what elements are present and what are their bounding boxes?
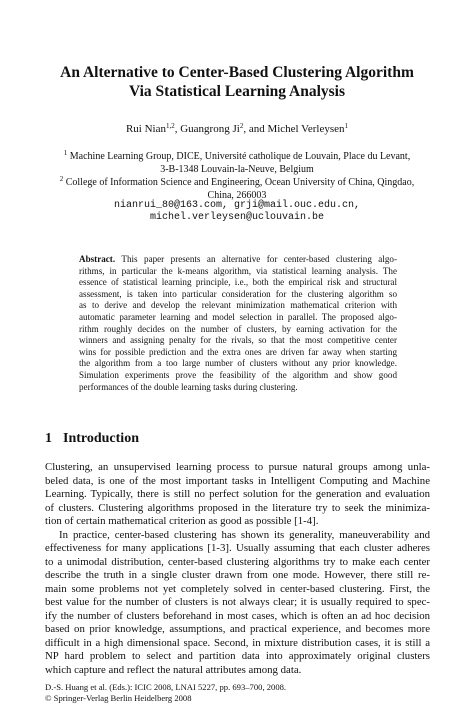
author-list xyxy=(0,123,474,135)
author-name: Michel Verleysen xyxy=(267,123,345,135)
abstract-label: Abstract. xyxy=(79,254,116,264)
author-separator: , xyxy=(174,123,181,135)
body-line: based on prior knowledge, assumptions, and practical experience, and becomes more xyxy=(45,623,430,635)
author-affil-mark: 1 xyxy=(344,122,349,130)
abstract-line: winners and assigning penalty for the rivals, so that the most competitive center xyxy=(79,335,397,346)
section-heading xyxy=(45,431,139,447)
section-number: 1 xyxy=(45,431,52,446)
body-line: ify the number of clusters beforehand in most cases, which is often an ad hoc decision xyxy=(45,609,430,622)
abstract xyxy=(79,254,397,393)
page-footer xyxy=(45,682,286,704)
body-line: In practice, center-based clustering has shown its generality, maneuverability and xyxy=(59,528,430,541)
body-line: Clustering, an unsupervised learning process to pursue natural groups among unla- xyxy=(45,461,430,473)
abstract-line: Simulation experiments prove the feasibility of the algorithm and show good xyxy=(79,369,397,380)
email-line[interactable]: michel.verleysen@uclouvain.be xyxy=(149,212,325,223)
copyright-line: © Springer-Verlag Berlin Heidelberg 2008 xyxy=(45,693,192,703)
body-line: NP hard problem to select and partition data into approximately original clusters xyxy=(45,650,430,662)
abstract-line: the algorithm from a too large number of clusters without any prior knowledge. xyxy=(79,358,397,369)
affiliation-mark: 2 xyxy=(59,175,64,183)
abstract-line: assessment, is taken into particular consideration for the clustering algorithm so xyxy=(79,288,397,299)
abstract-line: rithm roughly decides on the number of clusters, by earning activation for the xyxy=(79,323,397,334)
affiliation-1 xyxy=(40,150,434,176)
abstract-line: essence of statistical learning principle, i.e., both the empirical risk and structural xyxy=(79,277,397,288)
body-line: beled data, is one of the most important tasks in Intelligent Computing and Machine xyxy=(45,474,430,487)
body-line: difficult in a high dimensional space. Second, in mixture distribution cases, it is still a xyxy=(45,636,430,649)
email-line[interactable]: nianrui_80@163.com, grji@mail.ouc.edu.cn, xyxy=(113,200,361,211)
abstract-line: performances of the double learning tasks during clustering. xyxy=(79,381,298,392)
affiliation-line: $^2$ College of Information Science and Engineering, Ocean University of China, Qingdao, xyxy=(59,175,415,188)
author-affil-mark: 1,2 xyxy=(165,122,175,130)
author-separator: , and xyxy=(243,123,268,135)
affiliation-mark: 1 xyxy=(63,149,68,157)
abstract-line: wins for possible prediction and the extra ones are driven far away when starting xyxy=(79,346,397,357)
title-line-2: Via Statistical Learning Analysis xyxy=(128,83,346,100)
author-affil-mark: 2 xyxy=(239,122,244,130)
body-line: effectiveness for many applications [1-3]. Usually assuming that each cluster adheres xyxy=(45,542,430,554)
body-line: tion of certain mathematical criterion as good as possible [1-4]. xyxy=(45,515,319,527)
author-name: Rui Nian xyxy=(125,123,166,135)
body-line: main some problems not yet completely solved in center-based clustering. First, the xyxy=(45,582,430,595)
email-list xyxy=(0,200,474,224)
paper-title xyxy=(30,63,444,101)
affiliation-line: $^1$ Machine Learning Group, DICE, Université catholique de Louvain, Place du Levant, xyxy=(63,149,411,162)
body-line: describe the truth in a single cluster drawn from one mode. However, there still re- xyxy=(45,569,430,581)
body-line: best value for the number of clusters is not always clear; it is usually required to spec- xyxy=(45,596,430,608)
affiliation-2 xyxy=(40,176,434,202)
abstract-line: automatic parameter learning and model selection in parallel. The proposed algo- xyxy=(79,311,397,322)
author-name: Guangrong Ji xyxy=(180,123,240,135)
body-line: Learning. Typically, there is still no perfect solution for the generation and evaluation xyxy=(45,488,430,500)
body-line: of clusters. Clustering algorithms proposed in the literature try to seek the minimiza- xyxy=(45,501,430,514)
abstract-line: Abstract. This paper presents an alternative for center-based clustering algo- xyxy=(79,254,397,264)
body-line: which capture and reflect the natural attributes among data. xyxy=(45,663,302,676)
citation-line: D.-S. Huang et al. (Eds.): ICIC 2008, LNAI 5227, pp. 693–700, 2008. xyxy=(45,682,287,692)
affiliation-line: China, 266003 xyxy=(207,190,267,201)
affiliation-line: 3-B-1348 Louvain-la-Neuve, Belgium xyxy=(160,164,314,175)
abstract-line: rithms, in particular the k-means algorithm, via statistical learning analysis. The xyxy=(79,265,397,276)
section-title: Introduction xyxy=(63,431,139,446)
title-line-1: An Alternative to Center-Based Clustering Algorithm xyxy=(60,64,414,81)
section-body xyxy=(45,461,430,677)
abstract-line: as to derive and develop the relevant minimization mathematical criterion with xyxy=(79,300,397,311)
body-line: to a unimodal distribution, center-based clustering algorithms try to make each center xyxy=(45,555,430,568)
